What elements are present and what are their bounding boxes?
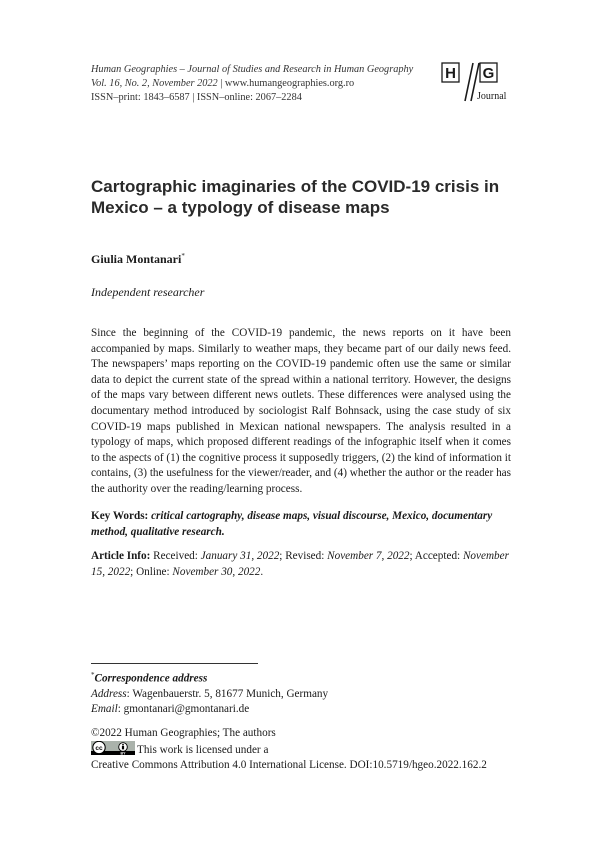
keywords-label: Key Words: — [91, 510, 149, 522]
online-date: November 30, 2022 — [172, 565, 261, 578]
info-sep-2: ; — [409, 550, 413, 562]
issue-separator: | — [217, 78, 225, 90]
email-link[interactable]: : gmontanari@gmontanari.de — [117, 702, 250, 715]
address-line — [91, 687, 521, 702]
journal-name: Human Geographies – Journal of Studies and Research in Human Geography — [91, 64, 414, 75]
issn-line: ISSN–print: 1843–6587 | ISSN–online: 2067–2284 — [91, 92, 302, 104]
keywords — [91, 509, 511, 540]
license-intro: This work is licensed under a — [137, 744, 269, 756]
correspondence-footnote — [91, 668, 521, 717]
info-end: . — [260, 565, 264, 578]
article-info — [91, 549, 511, 580]
accepted-label: Accepted: — [414, 550, 461, 562]
author-affiliation: Independent researcher — [91, 285, 205, 299]
journal-logo — [438, 62, 513, 102]
author-footnote-mark[interactable]: * — [181, 252, 185, 260]
copyright-block — [91, 726, 531, 773]
info-sep-1: ; — [279, 550, 283, 562]
info-sep-3: ; — [130, 565, 134, 578]
by-badge-label: BY — [120, 751, 126, 755]
footnote-divider — [91, 663, 258, 664]
license-intro-line — [91, 741, 531, 758]
revised-date: November 7, 2022 — [327, 550, 410, 562]
article-title: Cartographic imaginaries of the COVID-19 crisis in Mexico – a typology of disease maps — [91, 177, 500, 217]
license-link[interactable]: Creative Commons Attribution 4.0 International License. DOI:10.5719/hgeo.2022.162.2 — [91, 759, 487, 771]
cc-badge-letters: cc — [95, 744, 103, 752]
address-value: : Wagenbauerstr. 5, 81677 Munich, Germany — [126, 687, 329, 700]
accepted-date: November 15, 2022 — [91, 550, 509, 578]
online-label: Online: — [136, 565, 170, 578]
email-label: Email — [91, 702, 118, 715]
keywords-value: critical cartography, disease maps, visual discourse, Mexico, documentary method, qualitative research. — [91, 510, 493, 538]
journal-header — [91, 63, 421, 106]
received-date: January 31, 2022 — [200, 550, 280, 562]
correspondence-heading — [91, 668, 521, 687]
revised-label: Revised: — [285, 550, 325, 562]
received-label: Received: — [153, 550, 198, 562]
article-info-label: Article Info: — [91, 550, 151, 562]
address-label: Address — [91, 687, 127, 700]
author — [91, 252, 185, 267]
author-name: Giulia Montanari — [91, 252, 182, 266]
logo-label: Journal — [477, 91, 507, 102]
journal-website-link[interactable]: www.humangeographies.org.ro — [224, 78, 355, 90]
issue-line — [91, 77, 421, 91]
cc-by-license-icon[interactable] — [91, 741, 135, 755]
logo-letter-h: H — [445, 65, 456, 82]
correspondence-label: Correspondence address — [94, 672, 208, 685]
copyright-line: ©2022 Human Geographies; The authors — [91, 727, 276, 739]
email-line — [91, 702, 521, 717]
logo-letter-g: G — [482, 65, 495, 82]
issue-info: Vol. 16, No. 2, November 2022 — [91, 78, 218, 90]
footnote-mark: * — [91, 671, 95, 679]
abstract: Since the beginning of the COVID-19 pandemic, the news reports on it have been accompanied by maps. Similarly to weather maps, they became part of our daily news feed. The newspapers’ maps reporting on the COVID-19 pandemic often use the same or similar data to depict the current state of the spread within a national territory. However, the designs of the maps vary between different news outlets. These differences were analysed using the documentary method introduced by sociologist Ralf Bohnsack, using the case study of six COVID-19 maps published in Mexican national newspapers. The analysis resulted in a typology of maps, which proposed different readings of the infographic itself when it comes to the aspects of (1) the cognitive process it supposedly triggers, (2) the kind of information it contains, (3) the usefulness for the viewer/reader, and (4) whether the author or the reader has the authority over the reading/learning process. — [91, 327, 511, 495]
